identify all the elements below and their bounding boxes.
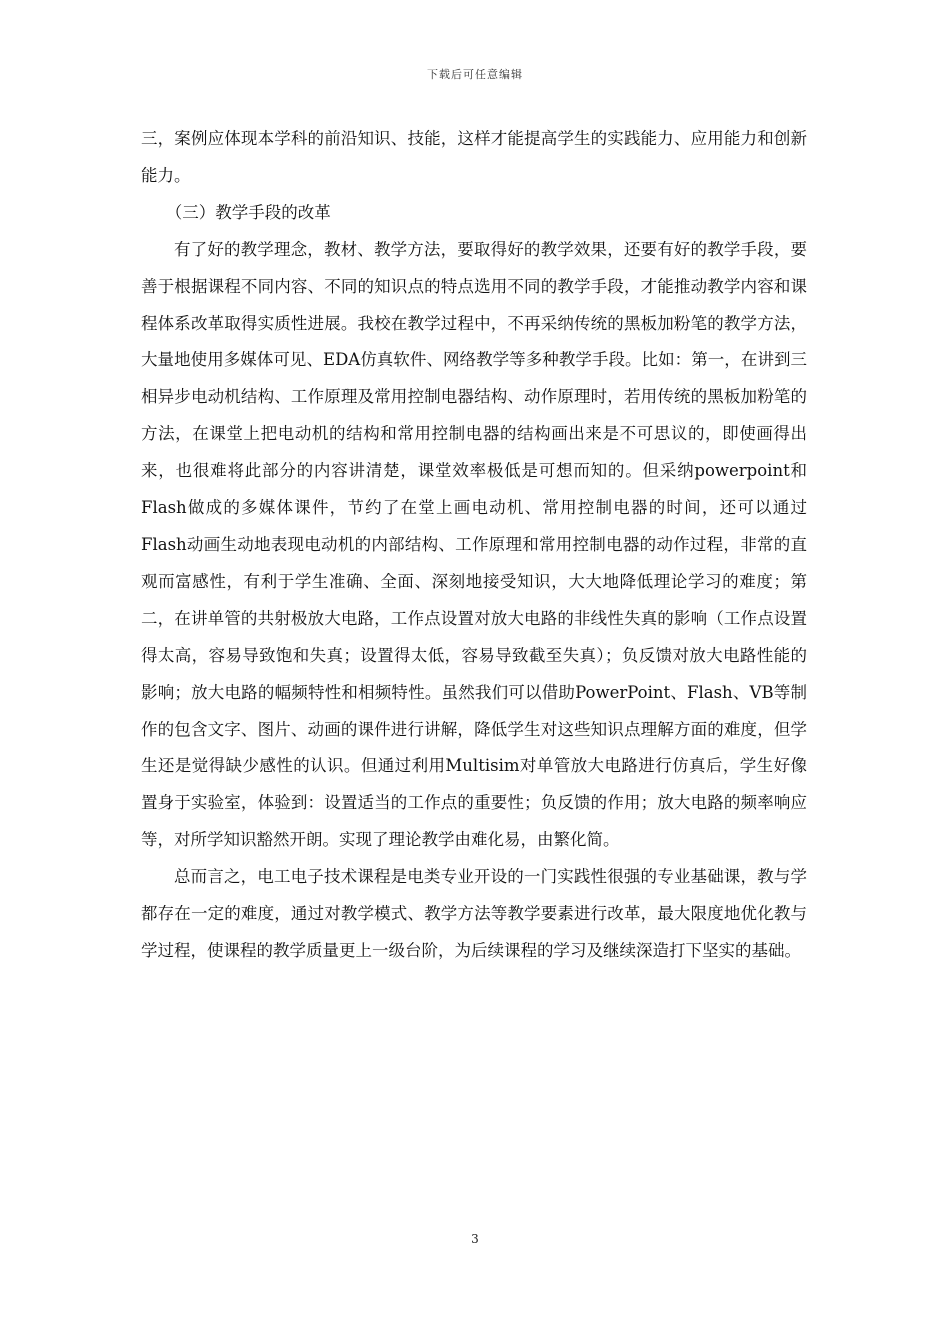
paragraph-case-continuation: 三，案例应体现本学科的前沿知识、技能，这样才能提高学生的实践能力、应用能力和创新能力。: [141, 129, 807, 185]
page-header: 下载后可任意编辑: [427, 68, 523, 81]
section-heading-teaching-means: （三）教学手段的改革: [165, 202, 331, 222]
page-number: 3: [471, 1232, 479, 1246]
paragraph-teaching-means: 有了好的教学理念，教材、教学方法，要取得好的教学效果，还要有好的教学手段，要善于根据课程不同内容、不同的知识点的特点选用不同的教学手段，才能推动教学内容和课程体系改革取得实质性进展。我校在教学过程中，不再采纳传统的黑板加粉笔的教学方法，大量地使用多媒体可见、EDA仿真软件、网络教学等多种教学手段。比如：第一，在讲到三相异步电动机结构、工作原理及常用控制电器结构、动作原理时，若用传统的黑板加粉笔的方法，在课堂上把电动机的结构和常用控制电器的结构画出来是不可思议的，即使画得出来，也很难将此部分的内容讲清楚，课堂效率极低是可想而知的。但采纳powerpoint和Flash做成的多媒体课件，节约了在堂上画电动机、常用控制电器的时间，还可以通过Flash动画生动地表现电动机的内部结构、工作原理和常用控制电器的动作过程，非常的直观而富感性，有利于学生准确、全面、深刻地接受知识，大大地降低理论学习的难度；第二，在讲单管的共射极放大电路，工作点设置对放大电路的非线性失真的影响（工作点设置得太高，容易导致饱和失真；设置得太低，容易导致截至失真）；负反馈对放大电路性能的影响；放大电路的幅频特性和相频特性。虽然我们可以借助PowerPoint、Flash、VB等制作的包含文字、图片、动画的课件进行讲解，降低学生对这些知识点理解方面的难度，但学生还是觉得缺少感性的认识。但通过利用Multisim对单管放大电路进行仿真后，学生好像置身于实验室，体验到：设置适当的工作点的重要性；负反馈的作用；放大电路的频率响应等，对所学知识豁然开朗。实现了理论教学由难化易，由繁化简。: [141, 239, 807, 850]
body-text: [141, 121, 807, 970]
paragraph-conclusion: 总而言之，电工电子技术课程是电类专业开设的一门实践性很强的专业基础课，教与学都存在一定的难度，通过对教学模式、教学方法等教学要素进行改革，最大限度地优化教与学过程，使课程的教学质量更上一级台阶，为后续课程的学习及继续深造打下坚实的基础。: [141, 867, 807, 960]
